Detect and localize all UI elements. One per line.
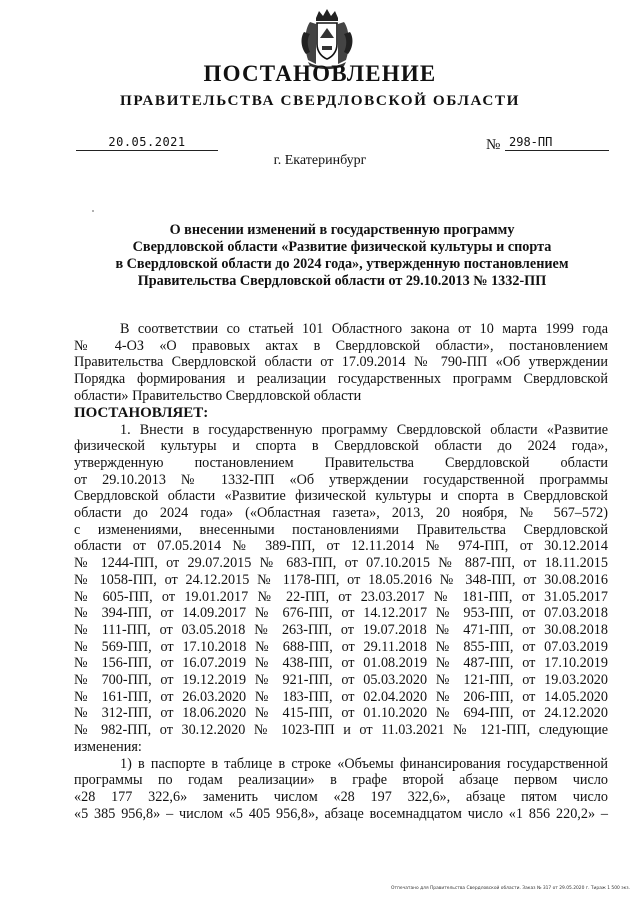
issuer-title: ПРАВИТЕЛЬСТВА СВЕРДЛОВСКОЙ ОБЛАСТИ — [119, 92, 521, 109]
item1-line: № 156-ПП, от 16.07.2019 № 438-ПП, от 01.08.2019 № 487-ПП, от 17.10.2019 — [74, 655, 608, 672]
preamble-line: области» Правительство Свердловской области — [74, 387, 362, 404]
subitem1-line: 1) в паспорте в таблице в строке «Объемы финансирования государственной — [120, 755, 608, 772]
item1-line: № 111-ПП, от 03.05.2018 № 263-ПП, от 19.07.2018 № 471-ПП, от 30.08.2018 — [74, 621, 608, 638]
subject-line: О внесении изменений в государственную программу — [169, 222, 515, 238]
item1-line: № 569-ПП, от 17.10.2018 № 688-ПП, от 29.11.2018 № 855-ПП, от 07.03.2019 — [74, 638, 608, 655]
item1-line: № 1244-ПП, от 29.07.2015 № 683-ПП, от 07.10.2015 № 887-ПП, от 18.11.2015 — [74, 555, 608, 572]
item1-line: № 312-ПП, от 18.06.2020 № 415-ПП, от 01.10.2020 № 694-ПП, от 24.12.2020 — [74, 705, 608, 722]
item1-line: изменения: — [74, 738, 142, 755]
city: г. Екатеринбург — [273, 153, 367, 168]
item1-line: Свердловской области «Развитие физической культуры и спорта в Свердловской — [74, 488, 608, 505]
item1-line: утвержденную постановлением Правительства Свердловской области — [74, 454, 608, 471]
subject-line: Свердловской области «Развитие физической культуры и спорта — [132, 239, 552, 255]
item1-line: № 605-ПП, от 19.01.2017 № 22-ПП, от 23.03.2017 № 181-ПП, от 31.05.2017 — [74, 588, 608, 605]
preamble-line: Правительства Свердловской области от 17.09.2014 № 790-ПП «Об утверждении — [74, 354, 608, 371]
document-number: 298-ПП — [505, 135, 609, 151]
item1-line: № 161-ПП, от 26.03.2020 № 183-ПП, от 02.04.2020 № 206-ПП, от 14.05.2020 — [74, 688, 608, 705]
item1-line: области до 2024 года» («Областная газета», 2013, 20 ноября, № 567–572) — [74, 505, 608, 522]
subject-line: в Свердловской области до 2024 года», утвержденную постановлением — [115, 256, 569, 272]
item1-line: от 29.10.2013 № 1332-ПП «Об утверждении государственной программы — [74, 471, 608, 488]
subject-line: Правительства Свердловской области от 29.10.2013 № 1332-ПП — [137, 273, 547, 289]
subitem1-line: «5 385 956,8» – числом «5 405 956,8», абзаце восемнадцатом число «1 856 220,2» – — [74, 805, 608, 822]
subitem1-line: программы по годам реализации» в графе второй абзаце первом число — [74, 772, 608, 789]
item1-line: области от 07.05.2014 № 389-ПП, от 12.11.2014 № 974-ПП, от 30.12.2014 — [74, 538, 608, 555]
subitem1-line: «28 177 322,6» заменить числом «28 197 322,6», абзаце пятом число — [74, 788, 608, 805]
preamble-line: Порядка формирования и реализации государственных программ Свердловской — [74, 371, 608, 388]
number-label: № — [486, 137, 501, 153]
item1-line: физической культуры и спорта в Свердловской области до 2024 года», — [74, 438, 608, 455]
preamble-line: В соответствии со статьей 101 Областного закона от 10 марта 1999 года — [120, 321, 608, 337]
item1-line: с изменениями, внесенными постановлениями Правительства Свердловской — [74, 521, 608, 538]
scan-speck — [92, 210, 94, 212]
document-type-title: ПОСТАНОВЛЕНИЕ — [203, 61, 437, 86]
document-subject-title — [76, 222, 608, 290]
item1-line: № 1058-ПП, от 24.12.2015 № 1178-ПП, от 18.05.2016 № 348-ПП, от 30.08.2016 — [74, 571, 608, 588]
resolves-heading: ПОСТАНОВЛЯЕТ: — [74, 404, 209, 421]
item1-line: 1. Внести в государственную программу Свердловской области «Развитие — [120, 421, 608, 438]
preamble-line: № 4-ОЗ «О правовых актах в Свердловской области», постановлением — [74, 337, 608, 354]
document-body — [74, 321, 608, 822]
item1-line: № 700-ПП, от 19.12.2019 № 921-ПП, от 05.03.2020 № 121-ПП, от 19.03.2020 — [74, 672, 608, 689]
item1-line: № 982-ПП, от 30.12.2020 № 1023-ПП и от 11.03.2021 № 121-ПП, следующие — [74, 722, 608, 739]
print-note: Отпечатано для Правительства Свердловской области. Заказ № 317 от 29.05.2020 г. Тираж 1 500 экз. — [391, 886, 630, 891]
document-date: 20.05.2021 — [76, 135, 218, 151]
item1-line: № 394-ПП, от 14.09.2017 № 676-ПП, от 14.12.2017 № 953-ПП, от 07.03.2018 — [74, 605, 608, 622]
